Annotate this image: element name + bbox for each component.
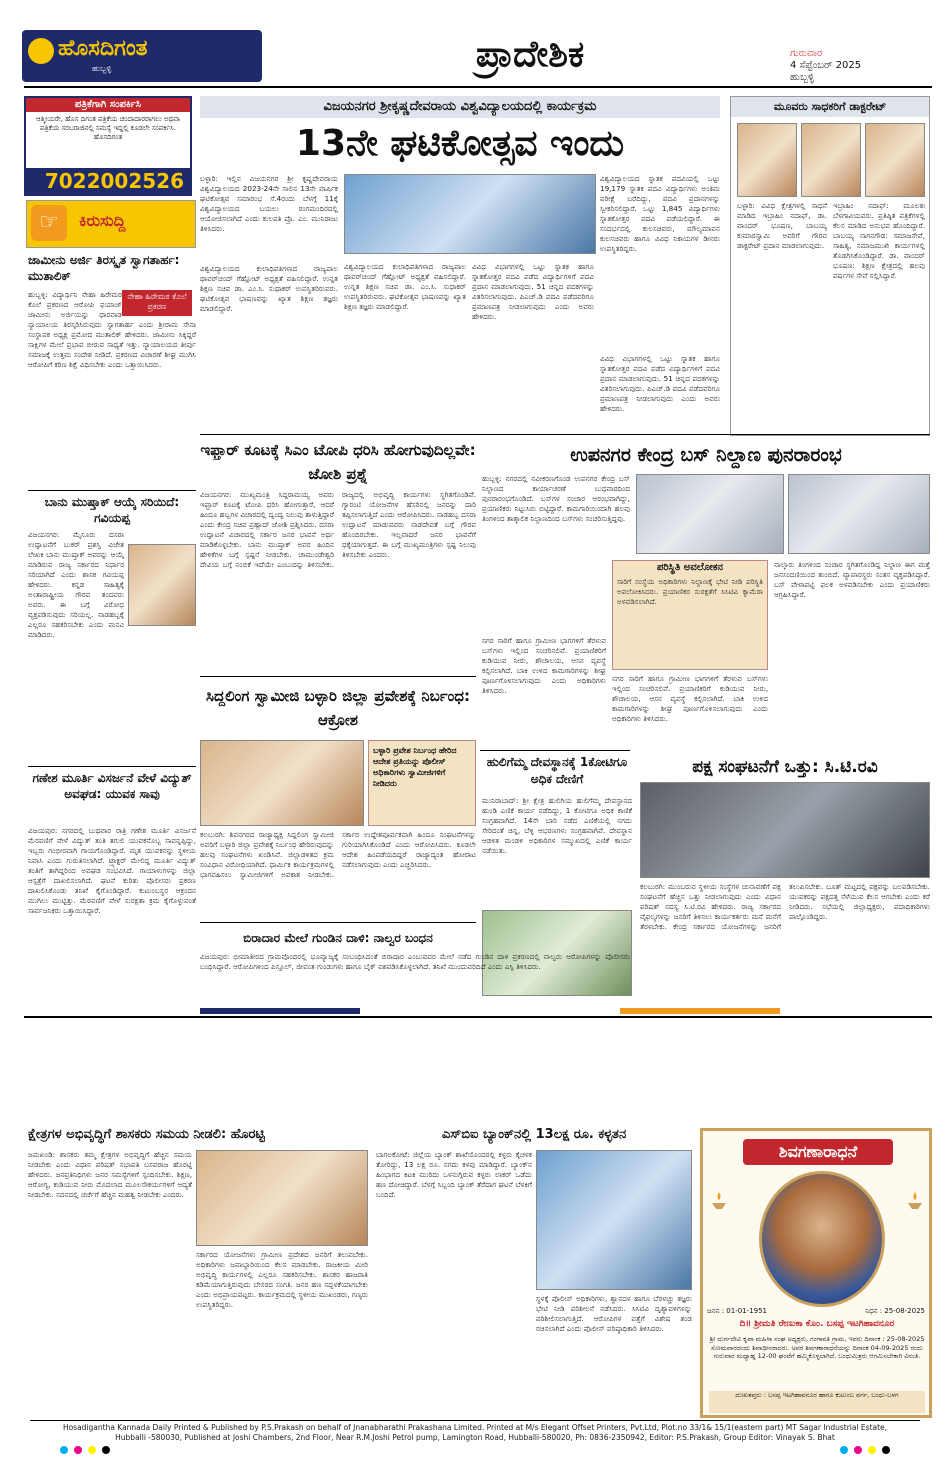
memorial-body: ಶ್ರೀ ದುರ್ಗದೇವಿ ಕೃಪಾ ಮಹಿಳಾ ಸಂಘ ಅಧ್ಯಕ್ಷರು, ಗಂಗಾವತಿ ಗ್ರಾಮ, ಇವರು ದಿನಾಂಕ : 25-08-2025 ಸೋಮವಾರದಂದು ಶಿವಾಧೀನರಾದರು. ಅವರ ಶಿವಗಣಾರಾಧನೆಯನ್ನು ದಿನಾಂಕ 04-09-2025 ರಂದು ಗುರುವಾರ ಮಧ್ಯಾಹ್ನ 12-00 ಘಂಟೆಗೆ ಹಮ್ಮಿಕೊಳ್ಳಲಾಗಿದೆ. ಬಂಧುಮಿತ್ರರು ಆಗಮಿಸಬೇಕಾಗಿ ವಿನಂತಿ. [709,1335,925,1360]
left-divider-1 [28,490,196,491]
memorial-name: ದಿ॥ ಶ್ರೀಮತಿ ರೇಣುಕಾ ಕೊಂ. ಬಸಪ್ಪ ಇಟಗಿಹಾವನೂರ [739,1319,895,1329]
left-tag-1: ನೇಹಾ ಹಿರೇಮಠ ಕೊಲೆ ಪ್ರಕರಣ [122,290,192,316]
memorial-portrait [759,1171,885,1307]
ctravi-photo [640,782,930,878]
haligemma-body: ಮುನಿರಾಬಾದ್: ಶ್ರೀ ಕ್ಷೇತ್ರ ಹುಲಿಗಿಯ ಹುಲಿಗೆಮ್ಮ ದೇವಸ್ಥಾನದ ಹುಂಡಿ ಎಣಿಕೆ ಕಾರ್ಯ ನಡೆದಿದ್ದು, 1 ಕೋಟಿಗೂ ಅಧಿಕ ಕಾಣಿಕೆ ಸಂಗ್ರಹವಾಗಿದೆ. 14ನೇ ಬಾರಿ ನಡೆದ ಎಣಿಕೆಯಲ್ಲಿ ನಗದು ಸೇರಿದಂತೆ ಚಿನ್ನ, ಬೆಳ್ಳಿ ಆಭರಣಗಳು ಸಂಗ್ರಹವಾಗಿವೆ. ದೇವಸ್ಥಾನ ಆಡಳಿತ ಮಂಡಳಿ ಅಧಿಕಾರಿಗಳ ಸಮ್ಮುಖದಲ್ಲಿ ಎಣಿಕೆ ಕಾರ್ಯ ನಡೆಯಿತು. [482,796,632,855]
sbi-headline: ಎಸ್‌ಬಿಐ ಬ್ಯಾಂಕ್‌ನಲ್ಲಿ 13ಲಕ್ಷ ರೂ. ಕಳ್ಳತನ [441,1127,627,1142]
bus-body-3: ನಾಲ್ಕಾರು ತಿಂಗಳಿಂದ ಸಂಚಾರ ಸ್ಥಗಿತಗೊಂಡಿದ್ದ ನಿಲ್ದಾಣ ಈಗ ಮತ್ತೆ ಜನಸಂದಣಿಯಿಂದ ತುಂಬಿದೆ. ವ್ಯಾಪಾರಸ್ಥರು ಸಂತಸ ವ್ಯಕ್ತಪಡಿಸಿದ್ದಾರೆ. ಬಸ್ ವೇಳಾಪಟ್ಟಿ ಫಲಕ ಅಳವಡಿಸಬೇಕು ಎಂದು ಪ್ರಯಾಣಿಕರು ಆಗ್ರಹಿಸಿದ್ದಾರೆ. [774,560,930,599]
registration-mark-cyan [60,1446,68,1454]
doctorate-body-2: ಇಬ್ರಾಹಿಂ ನದಾಫ್: ಮೂಲತಃ ಬೆಳಗಾವಿಯವರು. ಪ್ರತಿಷ್ಠಿತ ಪತ್ರಿಕೆಗಳಲ್ಲಿ ಕೆಲಸ ಮಾಡಿದ ಅನುಭವ ಹೊಂದಿದ್ದಾರೆ. ಬಾಬಯ್ಯ ನಾಗನಗೌಡ: ಸಮಾಜಸೇವೆ, ಸಾಹಿತ್ಯ, ಸಮಾಜಮುಖಿ ಕಾರ್ಯಗಳಲ್ಲಿ ತೊಡಗಿಸಿಕೊಂಡಿದ್ದಾರೆ. ಡಾ. ವಾಂದರ್ ಭೂಷಣ: ಶಿಕ್ಷಣ ಕ್ಷೇತ್ರದಲ್ಲಿ ಹಲವು ವರ್ಷಗಳ ಸೇವೆ ಸಲ್ಲಿಸಿದ್ದಾರೆ. [833,201,925,280]
siddalinga-photo [200,740,364,826]
memorial-died: ನಿಧನ : 25-08-2025 [865,1307,925,1315]
iftar-headline: ಇಫ್ತಾರ್ ಕೂಟಕ್ಕೆ ಸಿಎಂ ಟೋಪಿ ಧರಿಸಿ ಹೋಗುವುದಿಲ್ಲವೇ: ಜೋಶಿ ಪ್ರಶ್ನೆ [200,441,476,483]
registration-mark-yellow-2 [868,1446,876,1454]
iftar-body: ವಿಜಯನಗರ: ಮುಖ್ಯಮಂತ್ರಿ ಸಿದ್ದರಾಮಯ್ಯ ಅವರು ಇಫ್ತಾರ್ ಕೂಟಕ್ಕೆ ಟೋಪಿ ಧರಿಸಿ ಹೋಗುತ್ತಾರೆ, ಆದರೆ ಹಿಂದೂ ಹಬ್ಬಗಳ ವಿಚಾರದಲ್ಲಿ ದ್ವಂದ್ವ ನಿಲುವು ತಾಳುತ್ತಿದ್ದಾರೆ ಎಂದು ಕೇಂದ್ರ ಸಚಿವ ಪ್ರಹ್ಲಾದ್ ಜೋಶಿ ಪ್ರಶ್ನಿಸಿದರು. ದಸರಾ ಉದ್ಘಾಟನೆ ವಿಚಾರದಲ್ಲಿ ಸರ್ಕಾರ ಜನರ ಭಾವನೆ ಅರ್ಥ ಮಾಡಿಕೊಳ್ಳಬೇಕು. ಬಾನು ಮುಷ್ತಾಕ್ ಅವರ ಹಿಂದಿನ ಹೇಳಿಕೆಗಳ ಬಗ್ಗೆ ಸ್ಪಷ್ಟನೆ ನೀಡಬೇಕು. ಚಾಮುಂಡೇಶ್ವರಿ ದೇವಿಯ ಬಗ್ಗೆ ನಂಬಿಕೆ ಇದೆಯೇ ಎಂಬುದನ್ನು ತಿಳಿಸಬೇಕು. ರಾಜ್ಯದಲ್ಲಿ ಅಭಿವೃದ್ಧಿ ಕಾರ್ಯಗಳು ಸ್ಥಗಿತಗೊಂಡಿವೆ. ಗ್ಯಾರಂಟಿ ಯೋಜನೆಗಳ ಹೆಸರಿನಲ್ಲಿ ಜನರನ್ನು ದಾರಿ ತಪ್ಪಿಸಲಾಗುತ್ತಿದೆ ಎಂದು ಆರೋಪಿಸಿದರು. ನಾಡಹಬ್ಬ ದಸರಾ ಉದ್ಘಾಟನೆ ಮಾಡುವವರು ನಾಡದೇವತೆ ಬಗ್ಗೆ ಗೌರವ ಹೊಂದಿರಬೇಕು. ಇಲ್ಲವಾದರೆ ಜನರ ಭಾವನೆಗೆ ಧಕ್ಕೆಯಾಗುತ್ತದೆ. ಈ ಬಗ್ಗೆ ಮುಖ್ಯಮಂತ್ರಿಗಳು ಸ್ಪಷ್ಟ ನಿಲುವು ತಿಳಿಸಬೇಕು ಎಂದರು. [200,490,476,569]
horatti-body-2: ಸರ್ಕಾರದ ಯೋಜನೆಗಳು ಗ್ರಾಮೀಣ ಪ್ರದೇಶದ ಜನರಿಗೆ ತಲುಪಬೇಕು. ಅಧಿಕಾರಿಗಳು ಜವಾಬ್ದಾರಿಯಿಂದ ಕೆಲಸ ಮಾಡಬೇಕು. ರಾಜಕೀಯ ಮೀರಿ ಅಭಿವೃದ್ಧಿ ಕಾರ್ಯಗಳಲ್ಲಿ ಎಲ್ಲರೂ ಸಹಕರಿಸಬೇಕು. ಶಾಸಕರ ಹಾಜರಾತಿ ಕಡಿಮೆಯಾಗುತ್ತಿರುವುದು ಬೇಸರದ ಸಂಗತಿ. ಜನರ ಹಣ ಸದ್ಬಳಕೆಯಾಗಬೇಕು ಎಂದು ಅಭಿಪ್ರಾಯಪಟ್ಟರು. ಕಾರ್ಯಕ್ರಮದಲ್ಲಿ ಸ್ಥಳೀಯ ಮುಖಂಡರು, ಗಣ್ಯರು ಉಪಸ್ಥಿತರಿದ್ದರು. [196,1250,368,1309]
subscription-phone[interactable]: 7022002526 [26,168,190,194]
lead-body-3: ವಿವಿಧ ವಿಭಾಗಗಳಲ್ಲಿ ಒಟ್ಟು ಸ್ನಾತಕ ಹಾಗೂ ಸ್ನಾತಕೋತ್ತರ ಪದವಿ ಪಡೆದ ವಿದ್ಯಾರ್ಥಿಗಳಿಗೆ ಪದವಿ ಪ್ರದಾನ ಮಾಡಲಾಗುವುದು. 51 ಚಿನ್ನದ ಪದಕಗಳನ್ನು ವಿತರಿಸಲಾಗುವುದು. ಪಿಎಚ್.ಡಿ ಪದವಿ ಪಡೆದವರಿಗೂ ಪ್ರಮಾಣಪತ್ರ ನೀಡಲಾಗುವುದು ಎಂದು ಅವರು ಹೇಳಿದರು. [472,262,594,321]
doctorate-body-1: ಬಳ್ಳಾರಿ: ವಿವಿಧ ಕ್ಷೇತ್ರಗಳಲ್ಲಿ ಸಾಧನೆ ಮಾಡಿದ ಇಬ್ರಾಹಿಂ ನದಾಫ್, ಡಾ. ವಾಂದರ್ ಭೂಷಣ, ಬಾಬಯ್ಯ ಕುಮಾರಸ್ವಾಮಿ ಅವರಿಗೆ ಗೌರವ ಡಾಕ್ಟರೇಟ್ ಪ್ರದಾನ ಮಾಡಲಾಗುವುದು. [737,201,827,250]
left-body-2 [28,530,196,730]
subscription-heading: ಪತ್ರಿಕೆಗಾಗಿ ಸಂಪರ್ಕಿಸಿ [26,98,190,112]
sbi-body-2: ಸ್ಥಳಕ್ಕೆ ಪೊಲೀಸ್ ಅಧಿಕಾರಿಗಳು, ಶ್ವಾನದಳ ಹಾಗೂ ಬೆರಳಚ್ಚು ತಜ್ಞರು ಭೇಟಿ ನೀಡಿ ಪರಿಶೀಲನೆ ನಡೆಸಿದರು. ಸಿಸಿಟಿವಿ ದೃಶ್ಯಾವಳಿಗಳನ್ನು ಪರಿಶೀಲಿಸಲಾಗುತ್ತಿದೆ. ಆರೋಪಿಗಳ ಪತ್ತೆಗೆ ವಿಶೇಷ ತಂಡ ರಚಿಸಲಾಗಿದೆ ಎಂದು ಪೊಲೀಸ್ ವರಿಷ್ಠಾಧಿಕಾರಿ ತಿಳಿಸಿದರು. [536,1294,692,1333]
biradara-body: ವಿಜಯಪುರ: ಭೀಮಾತೀರದ ಗ್ರಾಮವೊಂದರಲ್ಲಿ ಭೂವ್ಯಾಜ್ಯಕ್ಕೆ ಸಂಬಂಧಿಸಿದಂತೆ ಬಿರಾದಾರ ಎಂಬುವವರ ಮೇಲೆ ನಡೆದ ಗುಂಡಿನ ದಾಳಿ ಪ್ರಕರಣದಲ್ಲಿ ನಾಲ್ವರು ಆರೋಪಿಗಳನ್ನು ಪೊಲೀಸರು ಬಂಧಿಸಿದ್ದಾರೆ. ಆರೋಪಿಗಳಿಂದ ಪಿಸ್ತೂಲ್, ಜೀವಂತ ಗುಂಡುಗಳು ಹಾಗೂ ಬೈಕ್ ವಶಪಡಿಸಿಕೊಳ್ಳಲಾಗಿದೆ. ತನಿಖೆ ಮುಂದುವರಿದಿದೆ ಎಂದು ಎಸ್ಪಿ ತಿಳಿಸಿದರು. [200,952,630,971]
divider-mid-1 [200,434,930,435]
bus-inset-box [612,560,768,670]
divider-mid-2 [200,676,476,677]
day: ಗುರುವಾರ [790,48,823,59]
biradara-headline: ಬಿರಾದಾರ ಮೇಲೆ ಗುಂಡಿನ ದಾಳಿ: ನಾಲ್ವರ ಬಂಧನ [243,931,433,945]
lead-body-4b: ವಿವಿಧ ವಿಭಾಗಗಳಲ್ಲಿ ಒಟ್ಟು ಸ್ನಾತಕ ಹಾಗೂ ಸ್ನಾತಕೋತ್ತರ ಪದವಿ ಪಡೆದ ವಿದ್ಯಾರ್ಥಿಗಳಿಗೆ ಪದವಿ ಪ್ರದಾನ ಮಾಡಲಾಗುವುದು. 51 ಚಿನ್ನದ ಪದಕಗಳನ್ನು ವಿತರಿಸಲಾಗುವುದು. ಪಿಎಚ್.ಡಿ ಪದವಿ ಪಡೆದವರಿಗೂ ಪ್ರಮಾಣಪತ್ರ ನೀಡಲಾಗುವುದು ಎಂದು ಅವರು ಹೇಳಿದರು. [600,354,720,413]
bus-inset-title: ಪರಿಸ್ಥಿತಿ ಅವಲೋಕನ [656,562,723,573]
lead-kicker: ವಿಜಯನಗರ ಶ್ರೀಕೃಷ್ಣದೇವರಾಯ ವಿಶ್ವವಿದ್ಯಾಲಯದಲ್ಲಿ ಕಾರ್ಯಕ್ರಮ [200,96,720,118]
registration-mark-black-2 [882,1446,890,1454]
masthead-logo [22,30,262,82]
lower-rule [24,1016,932,1018]
memorial-grief: ದುಃಖತಪ್ತರು : ಬಸಪ್ಪ ಇಟಗಿಹಾವನೂರ ಹಾಗೂ ಕುಟುಂಬ ವರ್ಗ, ಬಂಧು-ಬಳಗ [709,1391,925,1413]
divider-mid-3 [480,750,630,751]
bus-stand-photo-1 [636,474,784,554]
left-body-1-text: ಹುಬ್ಬಳ್ಳಿ: ವಿದ್ಯಾರ್ಥಿನಿ ನೇಹಾ ಹಿರೇಮಠ ಕೊಲೆ ಪ್ರಕರಣದ ಆರೋಪಿ ಫಯಾಜ್ ಜಾಮೀನು ಅರ್ಜಿಯನ್ನು ಧಾರವಾಡ ನ್ಯಾಯಾಲಯ ತಿರಸ್ಕರಿಸಿರುವುದು ಸ್ವಾಗತಾರ್ಹ ಎಂದು ಶ್ರೀರಾಮ ಸೇನಾ ಸಂಸ್ಥಾಪಕ ಅಧ್ಯಕ್ಷ ಪ್ರಮೋದ ಮುತಾಲಿಕ್ ಹೇಳಿದರು. ಜಾಮೀನು ಸಿಕ್ಕಿದ್ದರೆ ಸಾಕ್ಷಿಗಳ ಮೇಲೆ ಪ್ರಭಾವ ಬೀರುವ ಸಾಧ್ಯತೆ ಇತ್ತು. ನ್ಯಾಯಾಲಯದ ತೀರ್ಪು ಸಮಾಜಕ್ಕೆ ಉತ್ತಮ ಸಂದೇಶ ನೀಡಿದೆ. ಪ್ರಕರಣದ ವಿಚಾರಣೆ ಶೀಘ್ರ ಮುಗಿಸಿ ಆರೋಪಿಗೆ ಕಠಿಣ ಶಿಕ್ಷೆ ವಿಧಿಸಬೇಕು ಎಂದು ಒತ್ತಾಯಿಸಿದರು. [28,290,196,369]
registration-mark-cyan-2 [840,1446,848,1454]
separator-bar-orange [620,1008,780,1014]
left-headline-3: ಗಣೇಶ ಮೂರ್ತಿ ವಿಸರ್ಜನೆ ವೇಳೆ ವಿದ್ಯುತ್ ಅವಘಡ: ಯುವಕ ಸಾವು [32,771,192,801]
bus-body-2b: ನಗರ ಸಾರಿಗೆ ಹಾಗೂ ಗ್ರಾಮೀಣ ಭಾಗಗಳಿಗೆ ತೆರಳುವ ಬಸ್‌ಗಳು ಇಲ್ಲಿಂದ ಸಂಚರಿಸಲಿವೆ. ಪ್ರಯಾಣಿಕರಿಗೆ ಕುಡಿಯುವ ನೀರು, ಶೌಚಾಲಯ, ಆಸನ ವ್ಯವಸ್ಥೆ ಕಲ್ಪಿಸಲಾಗಿದೆ. ಬಾಕಿ ಉಳಿದ ಕಾಮಗಾರಿಗಳನ್ನು ಶೀಘ್ರ ಪೂರ್ಣಗೊಳಿಸಲಾಗುವುದು ಎಂದು ಅಧಿಕಾರಿಗಳು ತಿಳಿಸಿದರು. [612,674,768,723]
divider-mid-4 [200,922,476,923]
bus-body-2: ನಗರ ಸಾರಿಗೆ ಹಾಗೂ ಗ್ರಾಮೀಣ ಭಾಗಗಳಿಗೆ ತೆರಳುವ ಬಸ್‌ಗಳು ಇಲ್ಲಿಂದ ಸಂಚರಿಸಲಿವೆ. ಪ್ರಯಾಣಿಕರಿಗೆ ಕುಡಿಯುವ ನೀರು, ಶೌಚಾಲಯ, ಆಸನ ವ್ಯವಸ್ಥೆ ಕಲ್ಪಿಸಲಾಗಿದೆ. ಬಾಕಿ ಉಳಿದ ಕಾಮಗಾರಿಗಳನ್ನು ಶೀಘ್ರ ಪೂರ್ಣಗೊಳಿಸಲಾಗುವುದು ಎಂದು ಅಧಿಕಾರಿಗಳು ತಿಳಿಸಿದರು. [482,636,606,695]
awardee-photo-1 [737,123,797,197]
memorial-title: ಶಿವಗಣಾರಾಧನೆ [743,1139,893,1165]
sbi-body-1: ಬಾಗಲಕೋಟೆ: ಜಿಲ್ಲೆಯ ಬ್ಯಾಂಕ್ ಶಾಖೆಯೊಂದರಲ್ಲಿ ಕಳ್ಳರು ಕೈಚಳಕ ತೋರಿದ್ದು, 13 ಲಕ್ಷ ರೂ. ನಗದು ಕಳವು ಮಾಡಿದ್ದಾರೆ. ಬ್ಯಾಂಕ್‌ನ ಹಿಂಭಾಗದ ಕಿಟಕಿ ಮುರಿದು ಒಳನುಗ್ಗಿರುವ ಕಳ್ಳರು ಲಾಕರ್ ಒಡೆದು ಹಣ ದೋಚಿದ್ದಾರೆ. ಬೆಳಗ್ಗೆ ಸಿಬ್ಬಂದಿ ಬ್ಯಾಂಕ್ ತೆರೆದಾಗ ಘಟನೆ ಬೆಳಕಿಗೆ ಬಂದಿದೆ. [376,1150,532,1199]
horatti-body-1: ಜಮಖಂಡಿ: ಶಾಸಕರು ತಮ್ಮ ಕ್ಷೇತ್ರಗಳ ಅಭಿವೃದ್ಧಿಗೆ ಹೆಚ್ಚಿನ ಸಮಯ ನೀಡಬೇಕು ಎಂದು ವಿಧಾನ ಪರಿಷತ್ ಸಭಾಪತಿ ಬಸವರಾಜ ಹೊರಟ್ಟಿ ಹೇಳಿದರು. ಜನಪ್ರತಿನಿಧಿಗಳು ಜನರ ಸಮಸ್ಯೆಗಳಿಗೆ ಸ್ಪಂದಿಸಬೇಕು. ಶಿಕ್ಷಣ, ಆರೋಗ್ಯ, ಕುಡಿಯುವ ನೀರು ಮೊದಲಾದ ಮೂಲಸೌಕರ್ಯಗಳಿಗೆ ಆದ್ಯತೆ ನೀಡಬೇಕು. ಸದನದಲ್ಲಿ ಚರ್ಚೆಗೆ ಹೆಚ್ಚಿನ ಮಹತ್ವ ನೀಡಬೇಕು ಎಂದರು. [28,1150,192,1199]
registration-mark-yellow [88,1446,96,1454]
siddalinga-caption: ಬಳ್ಳಾರಿ ಪ್ರವೇಶ ನಿರ್ಬಂಧ ಹೇರಿದ ಆದೇಶ ಪ್ರತಿಯನ್ನು ಪೊಲೀಸ್ ಅಧಿಕಾರಿಗಳು ಸ್ವಾಮೀಜಿಗಳಿಗೆ ನೀಡಿದರು [368,740,476,826]
left-headline-1: ಜಾಮೀನು ಅರ್ಜಿ ತಿರಸ್ಕೃತ ಸ್ವಾಗತಾರ್ಹ: ಮುತಾಲಿಕ್ [28,253,180,283]
date: 4 ಸೆಪ್ಟೆಂಬರ್ 2025 [790,60,862,71]
pointing-hand-icon: ☞ [31,205,67,241]
doctorate-box [730,96,930,436]
doctorate-title: ಮೂವರು ಸಾಧಕರಿಗೆ ಡಾಕ್ಟರೇಟ್ [731,97,929,117]
registration-mark-black [102,1446,110,1454]
masthead-rule [24,86,932,88]
imprint-line-2: Hubballi -580030, Published at Joshi Chambers, 2nd Floor, Near R.M.Joshi Petrol pump, Lamington Road, Hubballi-580020, Ph: 0836-2350942, Editor: P.S.Prakash, Group Editor: Vinayak S. Bhat [115,1433,835,1442]
horatti-photo [196,1150,368,1246]
subscription-box [24,96,192,196]
haligemma-headline: ಹುಲಿಗೆಮ್ಮ ದೇವಸ್ಥಾನಕ್ಕೆ 1ಕೋಟಿಗೂ ಅಧಿಕ ದೇಣಿಗೆ [486,755,628,786]
lead-body-1: ಬಳ್ಳಾರಿ: ಇಲ್ಲಿನ ವಿಜಯನಗರ ಶ್ರೀ ಕೃಷ್ಣದೇವರಾಯ ವಿಶ್ವವಿದ್ಯಾಲಯದ 2023-24ನೇ ಸಾಲಿನ 13ನೇ ವಾರ್ಷಿಕ ಘಟಿಕೋತ್ಸವ ಸಮಾರಂಭ ಸೆ.4ರಂದು ಬೆಳಗ್ಗೆ 11ಕ್ಕೆ ವಿಶ್ವವಿದ್ಯಾಲಯದ ಬಯಲು ರಂಗಮಂದಿರದಲ್ಲಿ ಆಯೋಜಿಸಲಾಗಿದೆ ಎಂದು ಕುಲಪತಿ ಪ್ರೊ. ಎಂ. ಮುನಿರಾಜು ತಿಳಿಸಿದರು. [200,174,338,233]
gaviyappa-photo [128,544,196,626]
imprint-line-1: Hosadigantha Kannada Daily Printed & Published by P.S.Prakash on behalf of Jnanabharathi Prakashana Limited. Printed at M/s Elegant Offset Printers, Pvt.Ltd, Plot.no 33/1& 15/1(eastern part) MT Sagar Industrial Estate, [62,1423,888,1432]
left-body-1 [28,290,196,486]
imprint-footer [30,1420,920,1442]
brand-name: ಹೊಸದಿಗಂತ [58,36,148,61]
kiru-suddi-banner [26,200,196,248]
separator-bar-blue [200,1008,360,1014]
awardee-photo-3 [865,123,925,197]
bus-inset-body: ಸಾರಿಗೆ ಸಂಸ್ಥೆಯ ಅಧಿಕಾರಿಗಳು ನಿಲ್ದಾಣಕ್ಕೆ ಭೇಟಿ ನೀಡಿ ಪರಿಸ್ಥಿತಿ ಅವಲೋಕಿಸಿದರು. ಪ್ರಯಾಣಿಕರ ಸುರಕ್ಷತೆಗೆ ಸಿಸಿಟಿವಿ ಕ್ಯಾಮೆರಾ ಅಳವಡಿಸಲಾಗಿದೆ. [617,577,763,606]
siddalinga-body: ಕಲಬುರಗಿ: ಶಿವನಗರದ ರಾಜ್ಯಾಧ್ಯಕ್ಷ ಸಿದ್ದಲಿಂಗ ಸ್ವಾಮೀಜಿ ಅವರಿಗೆ ಬಳ್ಳಾರಿ ಜಿಲ್ಲಾ ಪ್ರವೇಶಕ್ಕೆ ನಿರ್ಬಂಧ ಹೇರಿರುವುದನ್ನು ಹಲವು ಸಂಘಟನೆಗಳು ಖಂಡಿಸಿವೆ. ಜಿಲ್ಲಾಡಳಿತದ ಕ್ರಮ ಸಂವಿಧಾನ ವಿರೋಧಿಯಾಗಿದೆ. ಧಾರ್ಮಿಕ ಕಾರ್ಯಕ್ರಮಗಳಲ್ಲಿ ಭಾಗವಹಿಸಲು ಸ್ವಾಮೀಜಿಗಳಿಗೆ ಅವಕಾಶ ನೀಡಬೇಕು. ಸರ್ಕಾರ ಉದ್ದೇಶಪೂರ್ವಕವಾಗಿ ಹಿಂದೂ ಸಂಘಟನೆಗಳನ್ನು ಗುರಿಯಾಗಿಸಿಕೊಂಡಿದೆ ಎಂದು ಆರೋಪಿಸಿದರು. ಕೂಡಲೇ ಆದೇಶ ಹಿಂಪಡೆಯದಿದ್ದರೆ ರಾಜ್ಯಾದ್ಯಂತ ಹೋರಾಟ ನಡೆಸಲಾಗುವುದು ಎಂದು ಎಚ್ಚರಿಸಿದರು. [200,830,476,879]
kiru-suddi-label: ಕಿರುಸುದ್ದಿ [79,211,126,230]
horatti-headline: ಕ್ಷೇತ್ರಗಳ ಅಭಿವೃದ್ಧಿಗೆ ಶಾಸಕರು ಸಮಯ ನೀಡಲಿ: ಹೊರಟ್ಟಿ [28,1127,265,1142]
bus-stand-photo-2 [788,474,930,554]
registration-mark-magenta-2 [854,1446,862,1454]
oil-lamp-icon-left [711,1191,727,1211]
siddalinga-headline: ಸಿದ್ದಲಿಂಗ ಸ್ವಾಮೀಜಿ ಬಳ್ಳಾರಿ ಜಿಲ್ಲಾ ಪ್ರವೇಶಕ್ಕೆ ನಿರ್ಬಂಧ: ಆಕ್ರೋಶ [206,687,470,729]
left-divider-2 [28,766,196,767]
logo-emblem-icon [28,38,54,64]
ctravi-headline: ಪಕ್ಷ ಸಂಘಟನೆಗೆ ಒತ್ತು: ಸಿ.ಟಿ.ರವಿ [692,757,878,777]
lead-headline: 13ನೇ ಘಟಿಕೋತ್ಸವ ಇಂದು [295,123,625,164]
brand-edition: ಹುಬ್ಬಳ್ಳಿ [92,64,112,73]
awardee-photo-2 [801,123,861,197]
convocation-press-photo [344,174,596,254]
ctravi-body: ಕಲಬುರಗಿ: ಮುಂಬರುವ ಸ್ಥಳೀಯ ಸಂಸ್ಥೆಗಳ ಚುನಾವಣೆಗೆ ಪಕ್ಷ ಸಂಘಟನೆಗೆ ಹೆಚ್ಚಿನ ಒತ್ತು ನೀಡಲಾಗುವುದು ಎಂದು ವಿಧಾನ ಪರಿಷತ್ ಸದಸ್ಯ ಸಿ.ಟಿ.ರವಿ ಹೇಳಿದರು. ರಾಜ್ಯ ಸರ್ಕಾರದ ವೈಫಲ್ಯಗಳನ್ನು ಜನರಿಗೆ ತಿಳಿಸಲು ಕಾರ್ಯಕರ್ತರು ಮನೆ ಮನೆಗೆ ತೆರಳಬೇಕು. ಕೇಂದ್ರ ಸರ್ಕಾರದ ಯೋಜನೆಗಳನ್ನು ಜನರಿಗೆ ತಲುಪಿಸಬೇಕು. ಬೂತ್ ಮಟ್ಟದಲ್ಲಿ ಪಕ್ಷವನ್ನು ಬಲಪಡಿಸಬೇಕು. ಯುವಕರನ್ನು ಪಕ್ಷದತ್ತ ಸೆಳೆಯುವ ಕೆಲಸ ಆಗಬೇಕು ಎಂದು ಕರೆ ನೀಡಿದರು. ಸಭೆಯಲ್ಲಿ ಜಿಲ್ಲಾಧ್ಯಕ್ಷರು, ಪದಾಧಿಕಾರಿಗಳು ಪಾಲ್ಗೊಂಡಿದ್ದರು. [640,882,930,931]
sbi-bank-photo [536,1150,692,1290]
memorial-advert [700,1128,932,1418]
left-body-3: ವಿಜಯಪುರ: ನಗರದಲ್ಲಿ ಬುಧವಾರ ರಾತ್ರಿ ಗಣೇಶ ಮೂರ್ತಿ ವಿಸರ್ಜನೆ ಮೆರವಣಿಗೆ ವೇಳೆ ವಿದ್ಯುತ್ ತಂತಿ ತಗುಲಿ ಯುವಕನೊಬ್ಬ ಸಾವನ್ನಪ್ಪಿದ್ದು, ಇಬ್ಬರು ಗಂಭೀರವಾಗಿ ಗಾಯಗೊಂಡಿದ್ದಾರೆ. ಮೃತ ಯುವಕನನ್ನು ಸ್ಥಳೀಯ ನಿವಾಸಿ ಎಂದು ಗುರುತಿಸಲಾಗಿದೆ. ಟ್ರ್ಯಾಕ್ಟರ್ ಮೇಲಿದ್ದ ಮೂರ್ತಿ ವಿದ್ಯುತ್ ತಂತಿಗೆ ತಾಗಿದ್ದರಿಂದ ಅವಘಡ ಸಂಭವಿಸಿದೆ. ಗಾಯಾಳುಗಳನ್ನು ಜಿಲ್ಲಾ ಆಸ್ಪತ್ರೆಗೆ ದಾಖಲಿಸಲಾಗಿದೆ. ಘಟನೆ ಕುರಿತು ಪೊಲೀಸರು ಪ್ರಕರಣ ದಾಖಲಿಸಿಕೊಂಡು ತನಿಖೆ ಕೈಗೊಂಡಿದ್ದಾರೆ. ಕುಟುಂಬಸ್ಥರ ಆಕ್ರಂದನ ಮುಗಿಲು ಮುಟ್ಟಿತ್ತು. ಮೆರವಣಿಗೆ ವೇಳೆ ಸುರಕ್ಷತಾ ಕ್ರಮ ಕೈಗೊಳ್ಳುವಂತೆ ಸಾರ್ವಜನಿಕರು ಒತ್ತಾಯಿಸಿದ್ದಾರೆ. [28,826,196,915]
bus-headline: ಉಪನಗರ ಕೇಂದ್ರ ಬಸ್ ನಿಲ್ದಾಣ ಪುನರಾರಂಭ [570,444,842,466]
subscription-text: ಆತ್ಮೀಯರೇ, ಹೊಸ ದಿಗಂತ ಪತ್ರಿಕೆಯ ಚಂದಾದಾರರಾಗಲು ಅಥವಾ ಪತ್ರಿಕೆಯ ಸರಬರಾಜಿನಲ್ಲಿ ಸಮಸ್ಯೆ ಇದ್ದಲ್ಲಿ ಕೂಡಲೇ ಸಂಪರ್ಕಿಸಿ. ಹೊಸದಿಗಂತ [35,115,181,141]
lead-body-1b: ವಿಶ್ವವಿದ್ಯಾಲಯದ ಕುಲಾಧಿಪತಿಗಳಾದ ರಾಜ್ಯಪಾಲ ಥಾವರ್‌ಚಂದ್ ಗೆಹ್ಲೋಟ್ ಅಧ್ಯಕ್ಷತೆ ವಹಿಸಲಿದ್ದಾರೆ. ಉನ್ನತ ಶಿಕ್ಷಣ ಸಚಿವ ಡಾ. ಎಂ.ಸಿ. ಸುಧಾಕರ್ ಉಪಸ್ಥಿತರಿರುವರು. ಘಟಿಕೋತ್ಸವ ಭಾಷಣವನ್ನು ಖ್ಯಾತ ಶಿಕ್ಷಣ ತಜ್ಞರು ಮಾಡಲಿದ್ದಾರೆ. [200,264,338,313]
date-block [790,48,930,84]
left-headline-2: ಬಾನು ಮುಷ್ತಾಕ್ ಆಯ್ಕೆ ಸರಿಯಿದೆ: ಗವಿಯಪ್ಪ [44,495,180,525]
bus-body-1: ಹುಬ್ಬಳ್ಳಿ: ನಗರದಲ್ಲಿ ನವೀಕರಣಗೊಂಡ ಉಪನಗರ ಕೇಂದ್ರ ಬಸ್ ನಿಲ್ದಾಣದ ಕಾರ್ಯಾಚರಣೆ ಬುಧವಾರದಿಂದ ಪುನರಾರಂಭಗೊಂಡಿದೆ. ಬಸ್‌ಗಳ ಸಂಚಾರ ಆರಂಭವಾಗಿದ್ದು, ಪ್ರಯಾಣಿಕರು ನಿಟ್ಟುಸಿರು ಬಿಟ್ಟಿದ್ದಾರೆ. ಕಾಮಗಾರಿಯಿಂದಾಗಿ ಹಲವು ತಿಂಗಳಿಂದ ತಾತ್ಕಾಲಿಕ ನಿಲ್ದಾಣದಿಂದ ಬಸ್‌ಗಳು ಸಂಚರಿಸುತ್ತಿದ್ದವು. [482,474,630,523]
section-title: ಪ್ರಾದೇಶಿಕ [475,34,585,75]
registration-mark-magenta [74,1446,82,1454]
lead-body-2: ವಿಶ್ವವಿದ್ಯಾಲಯದ ಕುಲಾಧಿಪತಿಗಳಾದ ರಾಜ್ಯಪಾಲ ಥಾವರ್‌ಚಂದ್ ಗೆಹ್ಲೋಟ್ ಅಧ್ಯಕ್ಷತೆ ವಹಿಸಲಿದ್ದಾರೆ. ಉನ್ನತ ಶಿಕ್ಷಣ ಸಚಿವ ಡಾ. ಎಂ.ಸಿ. ಸುಧಾಕರ್ ಉಪಸ್ಥಿತರಿರುವರು. ಘಟಿಕೋತ್ಸವ ಭಾಷಣವನ್ನು ಖ್ಯಾತ ಶಿಕ್ಷಣ ತಜ್ಞರು ಮಾಡಲಿದ್ದಾರೆ. [344,262,466,311]
memorial-born: ಜನನ : 01-01-1951 [707,1307,767,1315]
oil-lamp-icon-right [907,1191,923,1211]
lead-body-4: ವಿಶ್ವವಿದ್ಯಾಲಯದ ಸ್ನಾತಕ ಪದವಿಯಲ್ಲಿ ಒಟ್ಟು 19,179 ಸ್ನಾತಕ ಪದವಿ ವಿದ್ಯಾರ್ಥಿಗಳು ಅಂತಿಮ ಪರೀಕ್ಷೆ ಬರೆದಿದ್ದು, ಪದವಿ ಪ್ರದಾನಗಳನ್ನು ಸ್ವೀಕರಿಸಲಿದ್ದಾರೆ. ಒಟ್ಟು 1,845 ವಿದ್ಯಾರ್ಥಿಗಳು ಸ್ನಾತಕೋತ್ತರ ಪದವಿ ಪಡೆಯಲಿದ್ದಾರೆ. ಈ ಸಂದರ್ಭದಲ್ಲಿ ಕುಲಸಚಿವರು, ಮೌಲ್ಯಮಾಪನ ಕುಲಸಚಿವರು ಹಾಗೂ ವಿವಿಧ ನಿಕಾಯಗಳ ಡೀನರು ಉಪಸ್ಥಿತರಿದ್ದರು. [600,174,720,253]
left-body-2-text: ವಿಜಯನಗರ: ಮೈಸೂರು ದಸರಾ ಉದ್ಘಾಟನೆಗೆ ಬುಕರ್ ಪ್ರಶಸ್ತಿ ವಿಜೇತ ಲೇಖಕಿ ಬಾನು ಮುಷ್ತಾಕ್ ಅವರನ್ನು ಆಯ್ಕೆ ಮಾಡಿರುವ ರಾಜ್ಯ ಸರ್ಕಾರದ ನಿರ್ಧಾರ ಸರಿಯಾಗಿದೆ ಎಂದು ಶಾಸಕ ಗವಿಯಪ್ಪ ಹೇಳಿದರು. ಕನ್ನಡ ಸಾಹಿತ್ಯಕ್ಕೆ ಅಂತಾರಾಷ್ಟ್ರೀಯ ಗೌರವ ತಂದವರು ಅವರು. ಈ ಬಗ್ಗೆ ವಿರೋಧ ವ್ಯಕ್ತಪಡಿಸುವುದು ಸರಿಯಲ್ಲ. ನಾಡಹಬ್ಬಕ್ಕೆ ಎಲ್ಲರೂ ಸಹಕರಿಸಬೇಕು ಎಂದು ಮನವಿ ಮಾಡಿದರು. [28,530,124,639]
city: ಹುಬ್ಬಳ್ಳಿ [790,72,815,83]
